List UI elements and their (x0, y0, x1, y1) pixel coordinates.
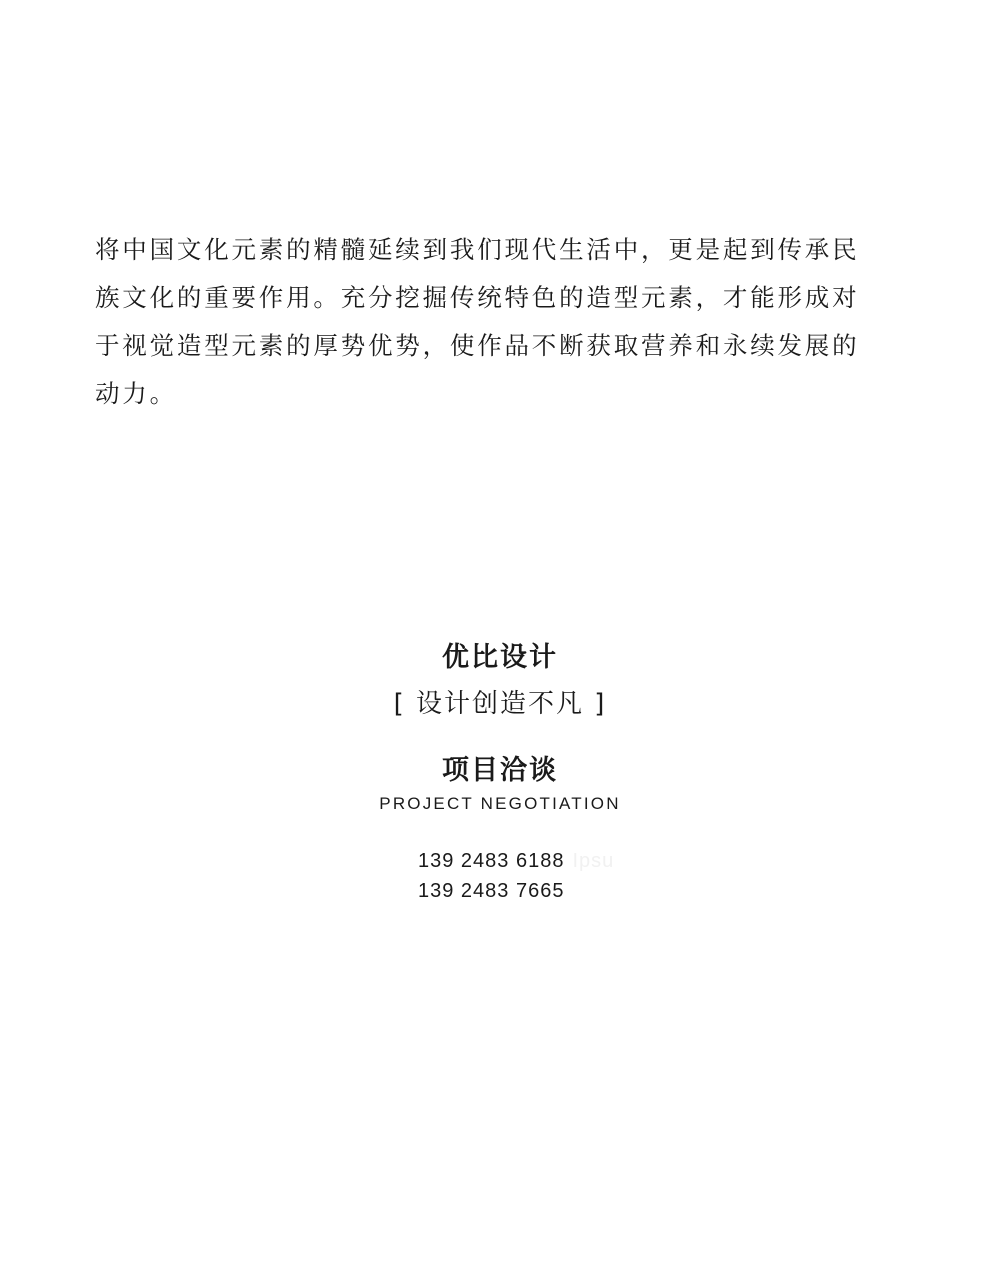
intro-paragraph: 将中国文化元素的精髓延续到我们现代生活中，更是起到传承民族文化的重要作用。充分挖掘传统特色的造型元素，才能形成对于视觉造型元素的厚势优势，使作品不断获取营养和永续发展的动力。 (95, 235, 860, 408)
phone-line-1 (418, 846, 614, 876)
phone-line-2 (418, 876, 614, 906)
contact-section (0, 638, 1000, 817)
section-title: 项目洽谈 (442, 755, 558, 786)
company-name: 优比设计 (442, 642, 558, 673)
phone-number[interactable]: 139 2483 7665 (418, 880, 565, 902)
section-subtitle: PROJECT NEGOTIATION (379, 794, 621, 813)
phone-number[interactable]: 139 2483 6188 (418, 850, 565, 872)
slogan: [ 设计创造不凡 ] (393, 689, 607, 719)
ghost-watermark-text: Ipsu (572, 850, 615, 872)
phone-list (418, 846, 614, 906)
